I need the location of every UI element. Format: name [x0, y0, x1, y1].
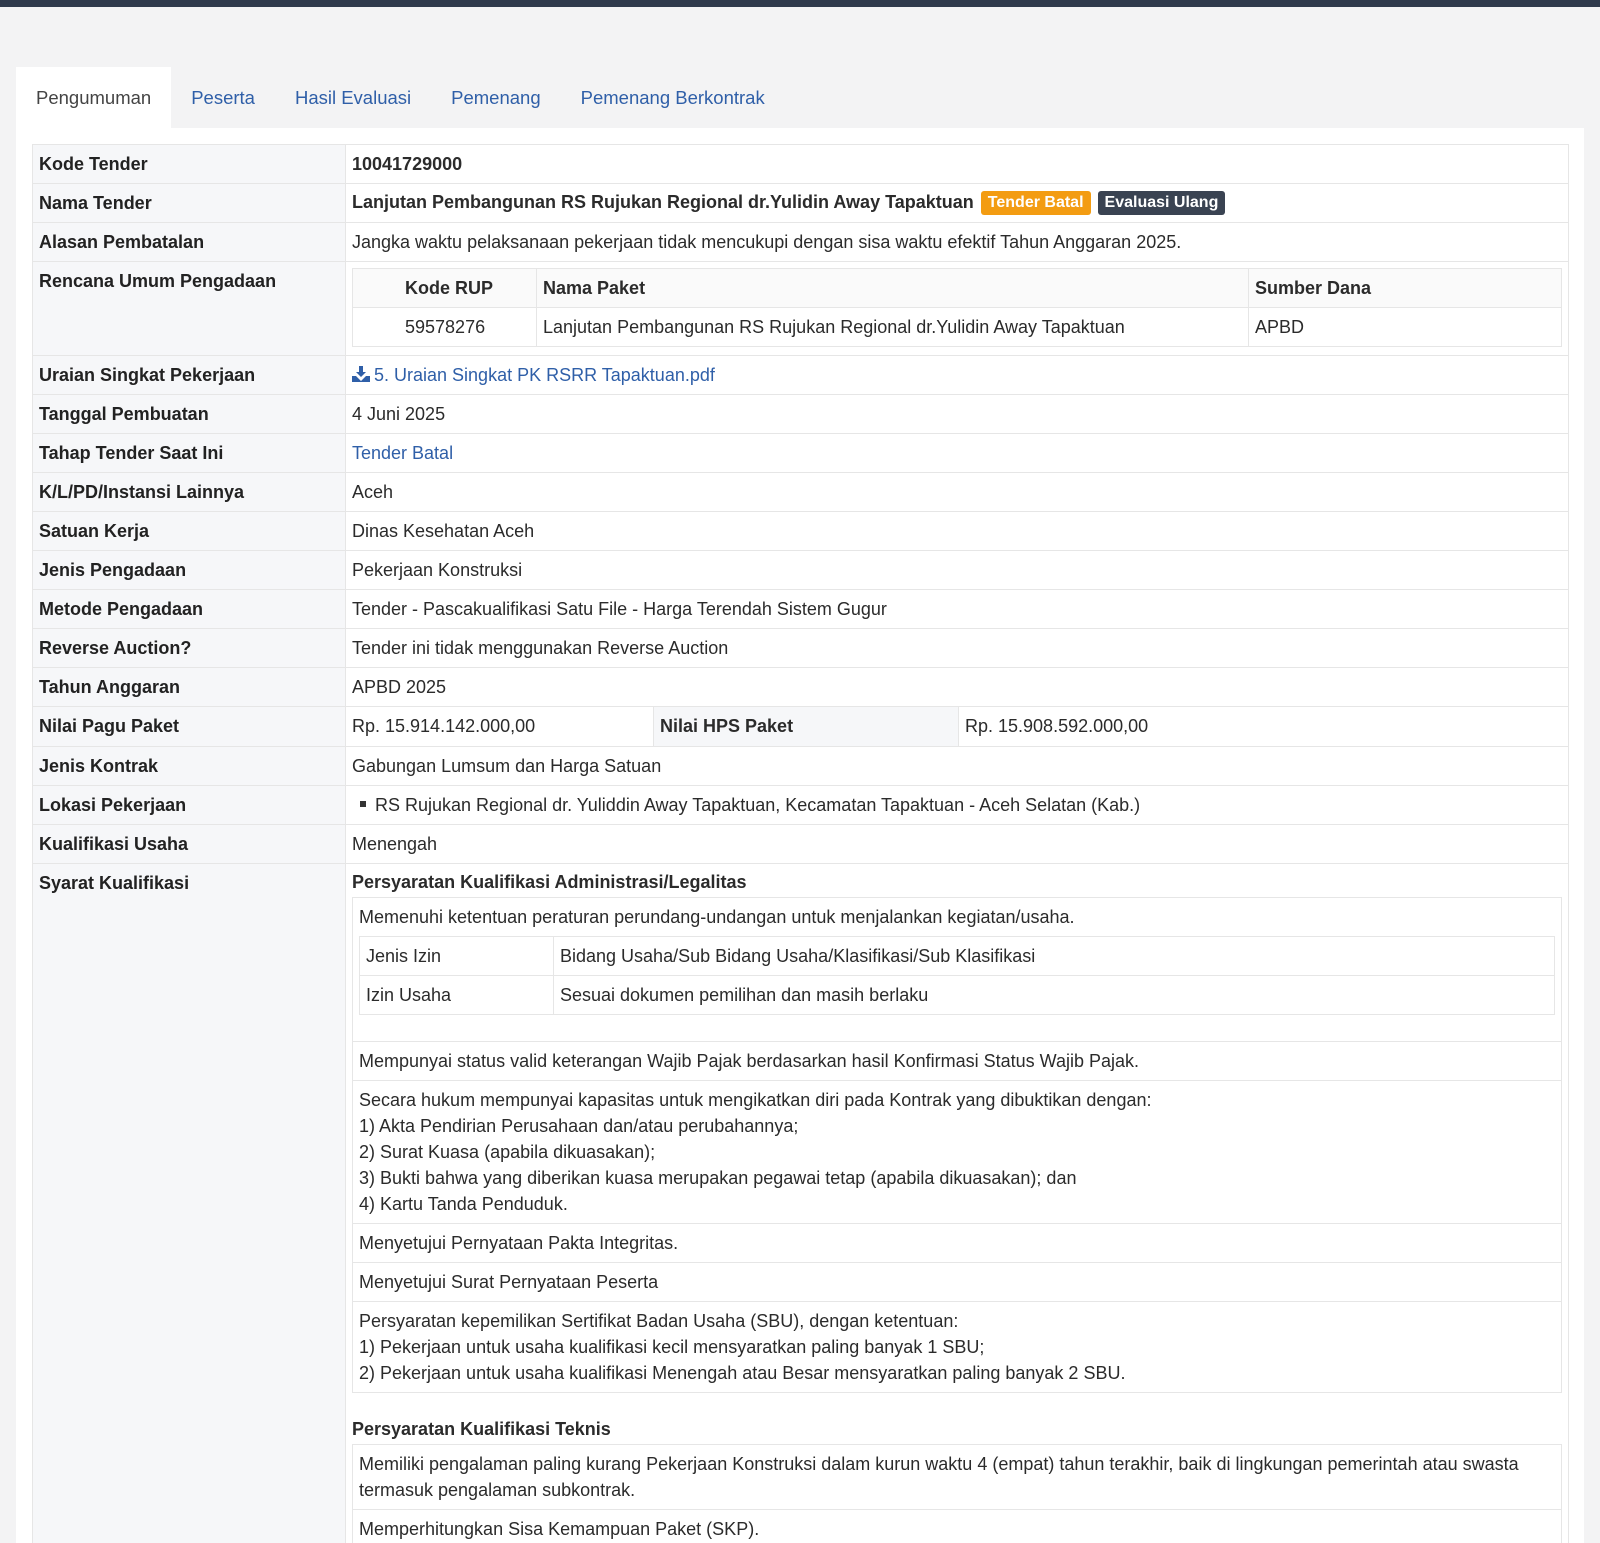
- syarat-teknis-item: Memperhitungkan Sisa Kemampuan Paket (SKP).: [359, 1519, 760, 1539]
- syarat-teknis-title: Persyaratan Kualifikasi Teknis: [352, 1419, 611, 1439]
- uraian-file-name: 5. Uraian Singkat PK RSRR Tapaktuan.pdf: [374, 364, 715, 385]
- label-nama-tender: Nama Tender: [33, 184, 346, 223]
- value-tahun: APBD 2025: [346, 668, 1569, 707]
- value-nama-tender-cell: [346, 184, 1569, 223]
- row-kode-tender: [33, 145, 1569, 184]
- value-syarat-cell: [346, 864, 1569, 1543]
- tab-hasil-evaluasi[interactable]: Hasil Evaluasi: [275, 67, 431, 128]
- rup-cell-sumber: APBD: [1249, 308, 1562, 347]
- value-alasan: Jangka waktu pelaksanaan pekerjaan tidak mencukupi dengan sisa waktu efektif Tahun Anggaran 2025.: [346, 223, 1569, 262]
- syarat-sbu-line: 2) Pekerjaan untuk usaha kualifikasi Menengah atau Besar mensyaratkan paling banyak 2 SBU.: [359, 1363, 1126, 1383]
- syarat-admin-box: [352, 897, 1562, 1393]
- value-jenis-kontrak: Gabungan Lumsum dan Harga Satuan: [346, 747, 1569, 786]
- value-pagu-cell: [346, 707, 1569, 747]
- row-jenis-kontrak: [33, 747, 1569, 786]
- label-reverse: Reverse Auction?: [33, 629, 346, 668]
- syarat-pakta: Menyetujui Pernyataan Pakta Integritas.: [353, 1224, 1561, 1263]
- label-hps: Nilai HPS Paket: [653, 707, 959, 746]
- syarat-hukum-line: Secara hukum mempunyai kapasitas untuk mengikatkan diri pada Kontrak yang dibuktikan dengan:: [359, 1090, 1152, 1110]
- value-kode-tender: 10041729000: [346, 145, 1569, 184]
- rup-header-row: [353, 269, 1562, 308]
- izin-cell: Sesuai dokumen pemilihan dan masih berlaku: [554, 976, 1555, 1015]
- row-pagu: [33, 707, 1569, 747]
- syarat-hukum-line: 3) Bukti bahwa yang diberikan kuasa merupakan pegawai tetap (apabila dikuasakan); dan: [359, 1168, 1077, 1188]
- value-rup-cell: [346, 262, 1569, 356]
- value-pagu: Rp. 15.914.142.000,00: [352, 716, 536, 736]
- value-reverse: Tender ini tidak menggunakan Reverse Auction: [346, 629, 1569, 668]
- label-rup: Rencana Umum Pengadaan: [33, 262, 346, 356]
- value-tahap-cell: [346, 434, 1569, 473]
- label-kualifikasi-usaha: Kualifikasi Usaha: [33, 825, 346, 864]
- rup-header-kode: Kode RUP: [353, 269, 537, 308]
- row-reverse: [33, 629, 1569, 668]
- label-kode-tender: Kode Tender: [33, 145, 346, 184]
- syarat-surat: Menyetujui Surat Pernyataan Peserta: [353, 1263, 1561, 1302]
- syarat-hukum: [353, 1081, 1561, 1224]
- tahap-link[interactable]: Tender Batal: [352, 442, 454, 463]
- download-icon: [352, 366, 370, 382]
- label-lokasi: Lokasi Pekerjaan: [33, 786, 346, 825]
- square-bullet-icon: [360, 801, 366, 807]
- tab-pemenang[interactable]: Pemenang: [431, 67, 560, 128]
- tab-peserta[interactable]: Peserta: [171, 67, 275, 128]
- row-tanggal: [33, 395, 1569, 434]
- row-tahun: [33, 668, 1569, 707]
- label-tanggal: Tanggal Pembuatan: [33, 395, 346, 434]
- value-kualifikasi-usaha: Menengah: [346, 825, 1569, 864]
- badge-evaluasi-ulang: Evaluasi Ulang: [1098, 191, 1226, 215]
- tender-detail-table: [32, 144, 1569, 1543]
- label-pagu: Nilai Pagu Paket: [33, 707, 346, 747]
- row-jenis-pengadaan: [33, 551, 1569, 590]
- row-tahap: [33, 434, 1569, 473]
- row-kualifikasi-usaha: [33, 825, 1569, 864]
- syarat-admin-intro: Memenuhi ketentuan peraturan perundang-undangan untuk menjalankan kegiatan/usaha.: [359, 907, 1075, 927]
- tab-bar: [16, 67, 785, 128]
- syarat-sbu: [353, 1302, 1561, 1392]
- syarat-pajak: Mempunyai status valid keterangan Wajib Pajak berdasarkan hasil Konfirmasi Status Wajib Pajak.: [353, 1042, 1561, 1081]
- uraian-download-link[interactable]: [352, 365, 715, 385]
- value-nama-tender: Lanjutan Pembangunan RS Rujukan Regional dr.Yulidin Away Tapaktuan: [352, 192, 974, 212]
- value-klpd: Aceh: [346, 473, 1569, 512]
- izin-cell: Jenis Izin: [360, 937, 554, 976]
- row-uraian: [33, 356, 1569, 395]
- rup-cell-kode: 59578276: [353, 308, 537, 347]
- syarat-teknis-item: Memiliki pengalaman paling kurang Pekerjaan Konstruksi dalam kurun waktu 4 (empat) tahun terakhir, baik di lingkungan pemerintah atau swasta termasuk pengalaman subkontrak.: [353, 1445, 1561, 1510]
- syarat-sbu-line: 1) Pekerjaan untuk usaha kualifikasi kecil mensyaratkan paling banyak 1 SBU;: [359, 1337, 985, 1357]
- value-uraian-cell: [346, 356, 1569, 395]
- value-hps: Rp. 15.908.592.000,00: [965, 716, 1149, 736]
- tab-pengumuman[interactable]: Pengumuman: [16, 67, 171, 128]
- label-alasan: Alasan Pembatalan: [33, 223, 346, 262]
- row-rup: [33, 262, 1569, 356]
- label-syarat: Syarat Kualifikasi: [33, 864, 346, 1543]
- tender-detail-panel: [16, 128, 1584, 1543]
- row-syarat: [33, 864, 1569, 1543]
- value-lokasi: RS Rujukan Regional dr. Yuliddin Away Tapaktuan, Kecamatan Tapaktuan - Aceh Selatan (Kab.): [375, 794, 1141, 815]
- row-metode: [33, 590, 1569, 629]
- label-satker: Satuan Kerja: [33, 512, 346, 551]
- izin-table: [359, 936, 1555, 1015]
- value-satker: Dinas Kesehatan Aceh: [346, 512, 1569, 551]
- value-jenis-pengadaan: Pekerjaan Konstruksi: [346, 551, 1569, 590]
- top-bar: [0, 0, 1600, 7]
- izin-row: [360, 937, 1555, 976]
- tab-pemenang-berkontrak[interactable]: Pemenang Berkontrak: [561, 67, 785, 128]
- izin-cell: Izin Usaha: [360, 976, 554, 1015]
- syarat-hukum-line: 2) Surat Kuasa (apabila dikuasakan);: [359, 1142, 656, 1162]
- syarat-sbu-line: Persyaratan kepemilikan Sertifikat Badan Usaha (SBU), dengan ketentuan:: [359, 1311, 959, 1331]
- syarat-admin-item: [353, 898, 1561, 1042]
- rup-row: [353, 308, 1562, 347]
- syarat-hukum-line: 4) Kartu Tanda Penduduk.: [359, 1194, 568, 1214]
- rup-table: [352, 268, 1562, 347]
- label-klpd: K/L/PD/Instansi Lainnya: [33, 473, 346, 512]
- badge-tender-batal: Tender Batal: [981, 191, 1091, 215]
- value-lokasi-cell: [346, 786, 1569, 825]
- label-jenis-pengadaan: Jenis Pengadaan: [33, 551, 346, 590]
- izin-cell: Bidang Usaha/Sub Bidang Usaha/Klasifikasi/Sub Klasifikasi: [554, 937, 1555, 976]
- rup-header-sumber: Sumber Dana: [1249, 269, 1562, 308]
- row-alasan: [33, 223, 1569, 262]
- rup-cell-nama: Lanjutan Pembangunan RS Rujukan Regional dr.Yulidin Away Tapaktuan: [537, 308, 1249, 347]
- label-jenis-kontrak: Jenis Kontrak: [33, 747, 346, 786]
- row-klpd: [33, 473, 1569, 512]
- rup-header-nama: Nama Paket: [537, 269, 1249, 308]
- syarat-admin-title: Persyaratan Kualifikasi Administrasi/Legalitas: [352, 872, 747, 892]
- izin-row: [360, 976, 1555, 1015]
- row-lokasi: [33, 786, 1569, 825]
- value-metode: Tender - Pascakualifikasi Satu File - Harga Terendah Sistem Gugur: [346, 590, 1569, 629]
- row-nama-tender: [33, 184, 1569, 223]
- value-tanggal: 4 Juni 2025: [346, 395, 1569, 434]
- label-tahap: Tahap Tender Saat Ini: [33, 434, 346, 473]
- syarat-teknis-box: [352, 1444, 1562, 1543]
- pagu-hps-split: [346, 707, 1568, 746]
- label-uraian: Uraian Singkat Pekerjaan: [33, 356, 346, 395]
- row-satker: [33, 512, 1569, 551]
- syarat-hukum-line: 1) Akta Pendirian Perusahaan dan/atau perubahannya;: [359, 1116, 799, 1136]
- label-tahun: Tahun Anggaran: [33, 668, 346, 707]
- label-metode: Metode Pengadaan: [33, 590, 346, 629]
